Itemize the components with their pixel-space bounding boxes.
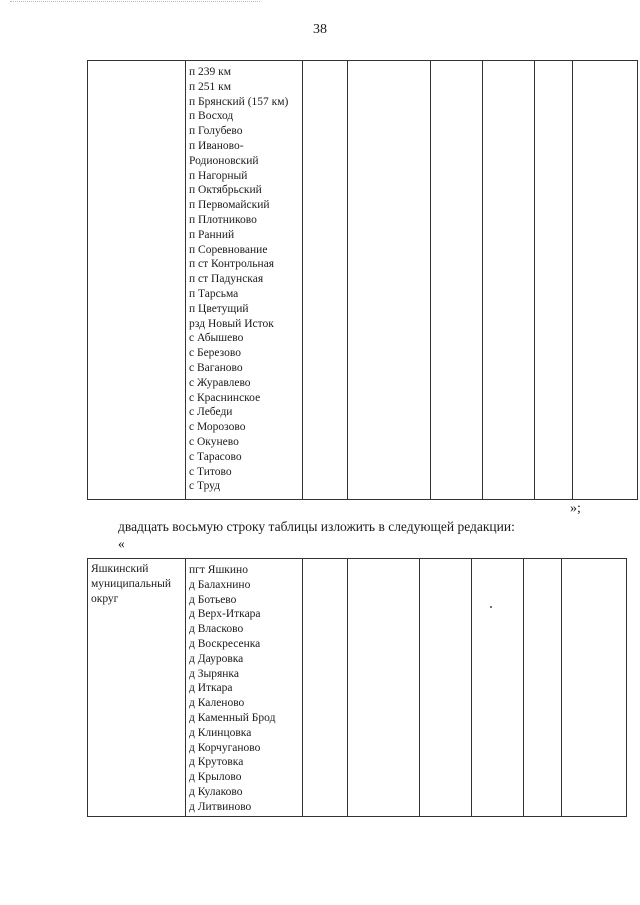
settlement-item: с Тарасово <box>189 450 242 463</box>
settlement-item: с Ваганово <box>189 361 243 374</box>
settlement-item: п Нагорный <box>189 169 248 182</box>
settlement-item: Родионовский <box>189 154 259 167</box>
settlement-item: п Первомайский <box>189 199 270 212</box>
settlement-item: д Клинцовка <box>189 726 252 739</box>
empty-cell <box>524 559 562 817</box>
empty-cell <box>303 61 348 500</box>
scan-edge-line <box>10 1 260 2</box>
settlements-list <box>186 559 302 815</box>
settlement-item: п Восход <box>189 110 234 123</box>
settlement-item: д Воскресенка <box>189 637 261 650</box>
empty-cell <box>348 61 431 500</box>
settlements-cell <box>186 61 303 500</box>
settlement-item: п Брянский (157 км) <box>189 95 289 108</box>
settlement-item: п 239 км <box>189 66 232 78</box>
settlement-item: п Иваново- <box>189 139 244 152</box>
closing-quote: »; <box>570 501 581 516</box>
empty-cell <box>472 559 524 817</box>
settlement-item: д Дауровка <box>189 652 244 665</box>
settlement-item: д Власково <box>189 623 244 636</box>
settlement-item: д Балахнино <box>189 578 251 591</box>
settlements-list <box>186 61 302 494</box>
empty-cell <box>348 559 420 817</box>
settlement-item: п Цветущий <box>189 302 249 315</box>
district-name: Яшкинский муниципальный округ <box>91 563 172 605</box>
settlement-item: с Окунево <box>189 435 239 448</box>
settlement-item: рзд Новый Исток <box>189 317 274 330</box>
settlement-item: с Абышево <box>189 332 244 345</box>
settlement-item: с Журавлево <box>189 376 251 389</box>
settlement-item: п Плотниково <box>189 213 257 226</box>
empty-cell <box>483 61 535 500</box>
settlement-item: д Крылово <box>189 771 242 784</box>
settlement-item: п Октябрьский <box>189 184 262 197</box>
settlement-item: д Каменный Брод <box>189 711 276 724</box>
empty-cell <box>431 61 483 500</box>
settlement-item: д Каленово <box>189 697 245 710</box>
empty-cell <box>535 61 573 500</box>
settlement-item: д Литвиново <box>189 800 252 813</box>
settlement-item: п Тарсьма <box>189 287 239 300</box>
settlements-table-continuation <box>87 60 638 500</box>
settlement-item: п ст Контрольная <box>189 258 275 271</box>
district-cell <box>88 559 186 817</box>
settlement-item: с Березово <box>189 347 242 360</box>
settlement-item: д Зырянка <box>189 667 239 680</box>
settlement-item: д Корчуганово <box>189 741 261 754</box>
settlement-item: п ст Падунская <box>189 273 264 286</box>
settlement-item: с Морозово <box>189 421 246 434</box>
settlement-item: п Голубево <box>189 125 243 138</box>
empty-cell <box>303 559 348 817</box>
settlement-item: с Титово <box>189 465 232 478</box>
settlement-item: п Соревнование <box>189 243 268 256</box>
settlement-item: д Верх-Иткара <box>189 608 261 621</box>
settlement-item: пгт Яшкино <box>189 564 248 576</box>
district-cell-empty <box>88 61 186 500</box>
settlements-cell <box>186 559 303 817</box>
opening-quote: « <box>118 536 125 551</box>
empty-cell <box>420 559 472 817</box>
settlement-item: д Крутовка <box>189 756 244 769</box>
settlement-item: д Ботьево <box>189 593 237 606</box>
settlement-item: п 251 км <box>189 80 232 93</box>
settlement-item: п Ранний <box>189 228 235 241</box>
settlement-item: д Иткара <box>189 682 233 695</box>
settlement-item: д Кулаково <box>189 785 243 798</box>
page-number: 38 <box>313 22 327 37</box>
settlement-item: с Краснинское <box>189 391 261 404</box>
empty-cell <box>573 61 638 500</box>
amendment-instruction: двадцать восьмую строку таблицы изложить в следующей редакции: <box>118 519 515 534</box>
settlement-item: с Труд <box>189 480 221 493</box>
scan-speck <box>490 606 492 608</box>
yashkinsky-district-table <box>87 558 627 817</box>
empty-cell <box>562 559 627 817</box>
settlement-item: с Лебеди <box>189 406 233 419</box>
